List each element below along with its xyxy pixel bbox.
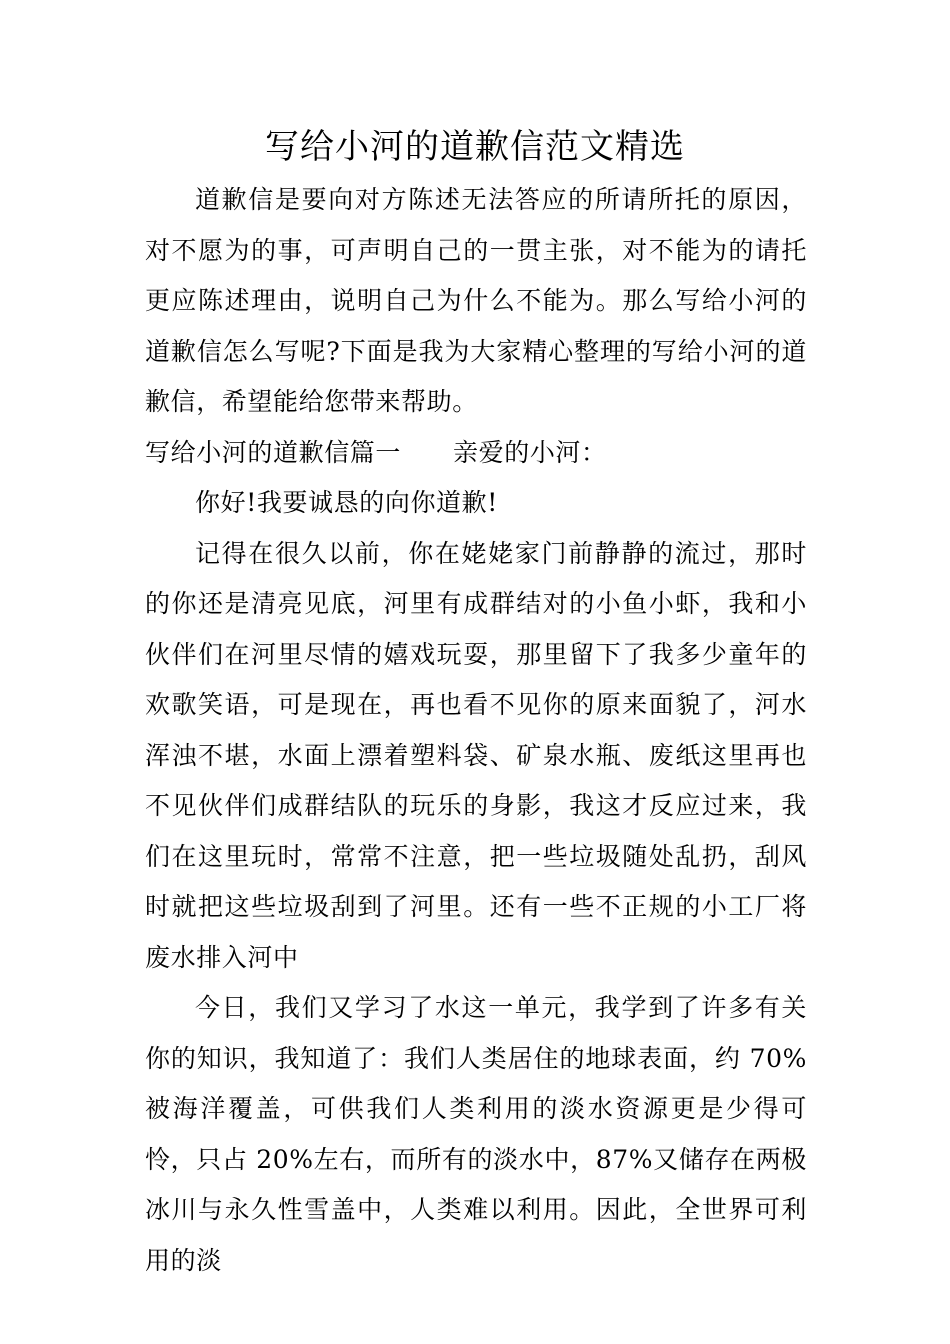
body-paragraph-1: 记得在很久以前，你在姥姥家门前静静的流过，那时的你还是清亮见底，河里有成群结对的小鱼小虾，我和小伙伴们在河里尽情的嬉戏玩耍，那里留下了我多少童年的欢歌笑语，可是现在，再也看不见你的原来面貌了，河水浑浊不堪，水面上漂着塑料袋、矿泉水瓶、废纸这里再也不见伙伴们成群结队的玩乐的身影，我这才反应过来，我们在这里玩时，常常不注意，把一些垃圾随处乱扔，刮风时就把这些垃圾刮到了河里。还有一些不正规的小工厂将废水排入河中: [145, 538, 807, 972]
salutation: 亲爱的小河：: [453, 437, 607, 467]
intro-paragraph: 道歉信是要向对方陈述无法答应的所请所托的原因，对不愿为的事，可声明自己的一贯主张，对不能为的请托更应陈述理由，说明自己为什么不能为。那么写给小河的道歉信怎么写呢?下面是我为大家精心整理的写给小河的道歉信，希望能给您带来帮助。: [145, 185, 807, 416]
greeting-paragraph: 你好!我要诚恳的向你道歉!: [195, 488, 498, 517]
body-paragraph-2: 今日，我们又学习了水这一单元，我学到了许多有关你的知识，我知道了：我们人类居住的地球表面，约 70%被海洋覆盖，可供我们人类利用的淡水资源更是少得可怜，只占 20%左右，而所有的淡水中，87%又储存在两极冰川与永久性雪盖中，人类难以利用。因此，全世界可利用的淡: [145, 993, 807, 1275]
section-heading-line: [145, 428, 807, 479]
document-body: [145, 175, 807, 1286]
document-title: 写给小河的道歉信范文精选: [265, 127, 685, 167]
section-heading: 写给小河的道歉信篇一: [145, 437, 402, 467]
